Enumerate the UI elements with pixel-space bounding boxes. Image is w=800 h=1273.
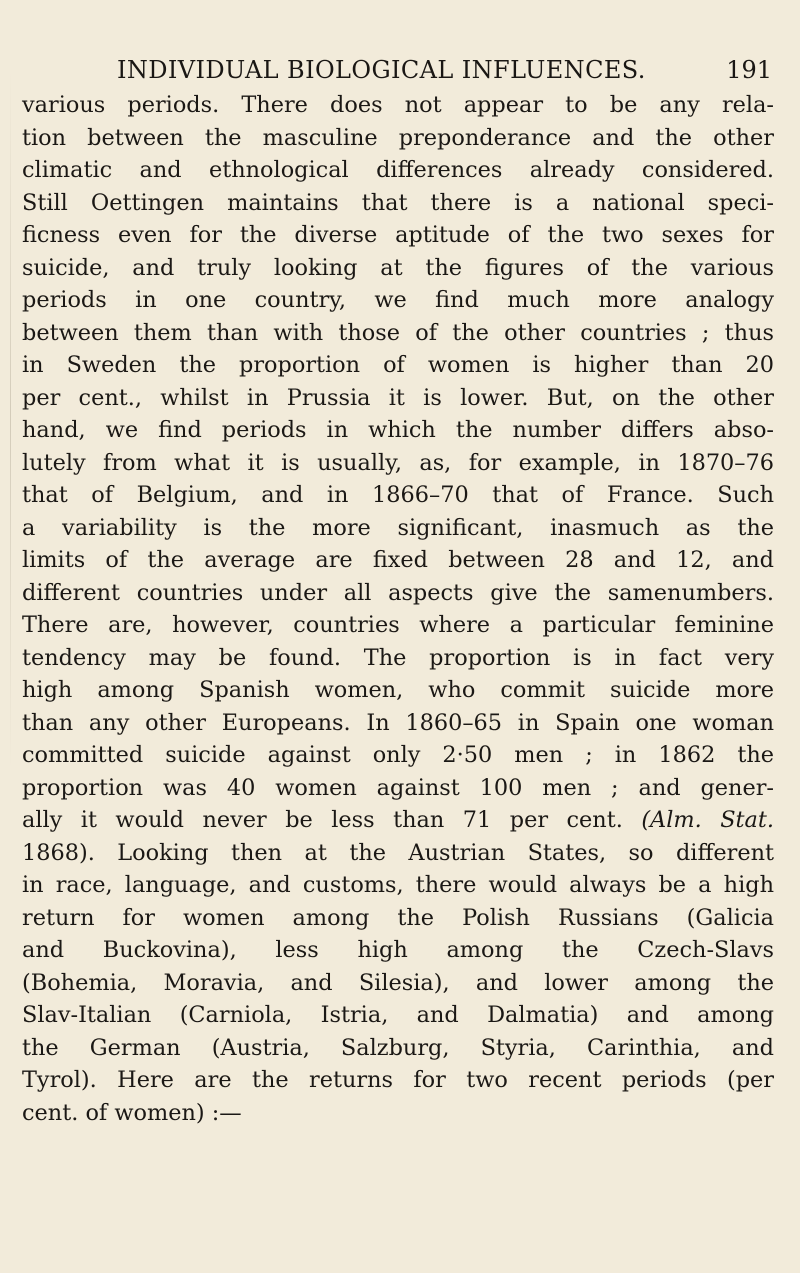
italic-citation: (Alm. Stat.	[641, 807, 774, 833]
running-head: INDIVIDUAL BIOLOGICAL INFLUENCES.	[117, 56, 646, 84]
text-line: and Buckovina), less high among the Czech-Slavs	[22, 937, 774, 963]
text-line: ficness even for the diverse aptitude of the two sexes for	[22, 222, 774, 248]
text-line: lutely from what it is usually, as, for example, in 1870–76	[22, 449, 774, 476]
text-line: various periods. There does not appear to be any rela-	[22, 92, 774, 118]
text-line: Slav-Italian (Carniola, Istria, and Dalmatia) and among	[22, 1002, 774, 1028]
text-line: return for women among the Polish Russians (Galicia	[22, 904, 774, 931]
text-line: between them than with those of the other countries ; thus	[22, 319, 774, 346]
text-line: that of Belgium, and in 1866–70 that of France. Such	[22, 482, 774, 508]
text-line: the German (Austria, Salzburg, Styria, Carinthia, and	[22, 1034, 774, 1061]
text-line: suicide, and truly looking at the figures of the various	[22, 254, 774, 281]
text-line: 1868). Looking then at the Austrian States, so different	[22, 839, 774, 866]
text-line: a variability is the more significant, inasmuch as the	[22, 514, 774, 541]
text-line: Still Oettingen maintains that there is a national speci-	[22, 189, 774, 216]
text-line: than any other Europeans. In 1860–65 in Spain one woman	[22, 709, 774, 736]
text-line: limits of the average are fixed between 28 and 12, and	[22, 547, 774, 573]
text-line-with-citation	[22, 804, 774, 837]
page-header	[117, 50, 772, 90]
text-line: tion between the masculine preponderance and the other	[22, 124, 774, 151]
text-line: per cent., whilst in Prussia it is lower. But, on the other	[22, 384, 774, 411]
text-line: periods in one country, we find much more analogy	[22, 287, 774, 313]
text-line: high among Spanish women, who commit suicide more	[22, 677, 774, 703]
text-line: (Bohemia, Moravia, and Silesia), and lower among the	[22, 969, 774, 996]
text-line: Tyrol). Here are the returns for two recent periods (per	[22, 1067, 774, 1093]
text-line: climatic and ethnological differences already considered.	[22, 157, 774, 183]
text-line: in race, language, and customs, there would always be a high	[22, 872, 774, 898]
text-line-last: cent. of women) :—	[22, 1099, 242, 1126]
text-line: There are, however, countries where a particular feminine	[22, 612, 774, 638]
page-gutter-shadow	[10, 70, 11, 770]
body-paragraph	[22, 89, 774, 1129]
text-line: in Sweden the proportion of women is higher than 20	[22, 352, 774, 378]
text-line-segment: ally it would never be less than 71 per cent.	[22, 807, 623, 833]
text-line: hand, we find periods in which the number differs abso-	[22, 417, 774, 443]
text-line: committed suicide against only 2·50 men ; in 1862 the	[22, 742, 774, 768]
text-line: different countries under all aspects give the samenumbers.	[22, 579, 774, 606]
text-line: tendency may be found. The proportion is in fact very	[22, 644, 774, 671]
page-number: 191	[726, 56, 772, 84]
text-line: proportion was 40 women against 100 men ; and gener-	[22, 774, 774, 801]
